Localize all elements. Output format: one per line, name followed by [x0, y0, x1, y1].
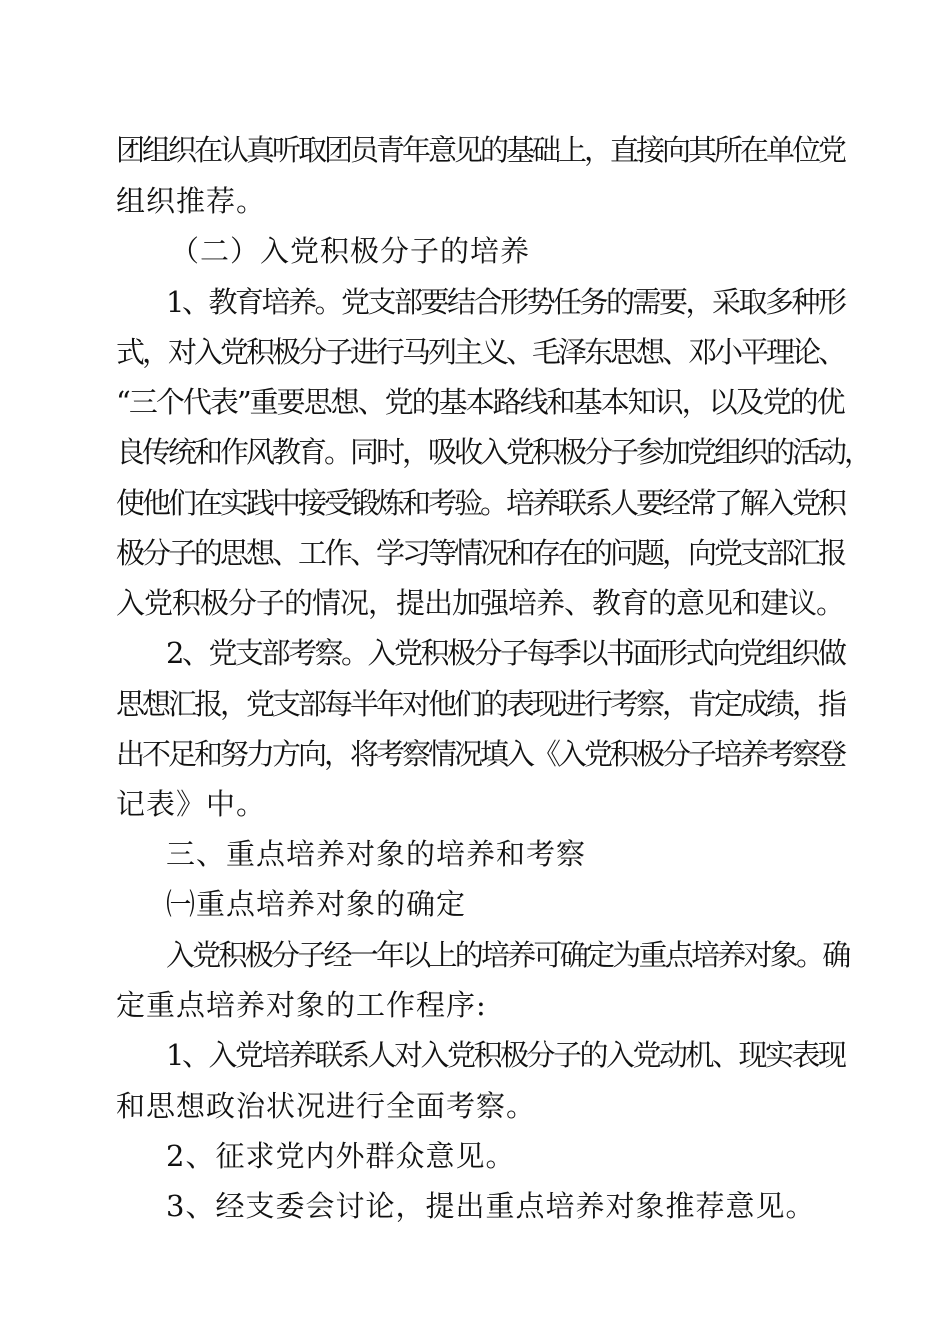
- text-line: 式，对入党积极分子进行马列主义、毛泽东思想、邓小平理论、: [116, 335, 845, 369]
- text-line: 3、经支委会讨论，提出重点培养对象推荐意见。: [166, 1189, 816, 1223]
- subsection-heading: ㈠重点培养对象的确定: [166, 887, 467, 921]
- text-line: 2、党支部考察。入党积极分子每季以书面形式向党组织做: [166, 636, 845, 670]
- section-heading: （二）入党积极分子的培养: [170, 234, 531, 268]
- text-line: 入党积极分子的情况，提出加强培养、教育的意见和建议。: [116, 586, 845, 620]
- text-line: 2、征求党内外群众意见。: [166, 1139, 516, 1173]
- text-line: 组织推荐。: [116, 184, 267, 218]
- text-line: 极分子的思想、工作、学习等情况和存在的问题，向党支部汇报: [116, 536, 845, 570]
- text-line: 团组织在认真听取团员青年意见的基础上，直接向其所在单位党: [116, 133, 845, 167]
- text-line: 思想汇报，党支部每半年对他们的表现进行考察，肯定成绩，指: [116, 687, 845, 721]
- section-heading: 三、重点培养对象的培养和考察: [166, 837, 587, 871]
- text-line: 良传统和作风教育。同时，吸收入党积极分子参加党组织的活动，: [116, 435, 871, 469]
- text-line: 出不足和努力方向，将考察情况填入《入党积极分子培养考察登: [116, 737, 845, 771]
- text-line: 定重点培养对象的工作程序:: [116, 988, 487, 1022]
- text-line: 使他们在实践中接受锻炼和考验。培养联系人要经常了解入党积: [116, 486, 845, 520]
- text-line: 入党积极分子经一年以上的培养可确定为重点培养对象。确: [166, 938, 849, 972]
- text-line: 1、入党培养联系人对入党积极分子的入党动机、现实表现: [166, 1038, 845, 1072]
- text-line: 和思想政治状况进行全面考察。: [116, 1089, 537, 1123]
- text-line: 记表》中。: [116, 787, 267, 821]
- text-line: 1、教育培养。党支部要结合形势任务的需要，采取多种形: [166, 285, 845, 319]
- text-line: “三个代表”重要思想、党的基本路线和基本知识，以及党的优: [116, 385, 844, 419]
